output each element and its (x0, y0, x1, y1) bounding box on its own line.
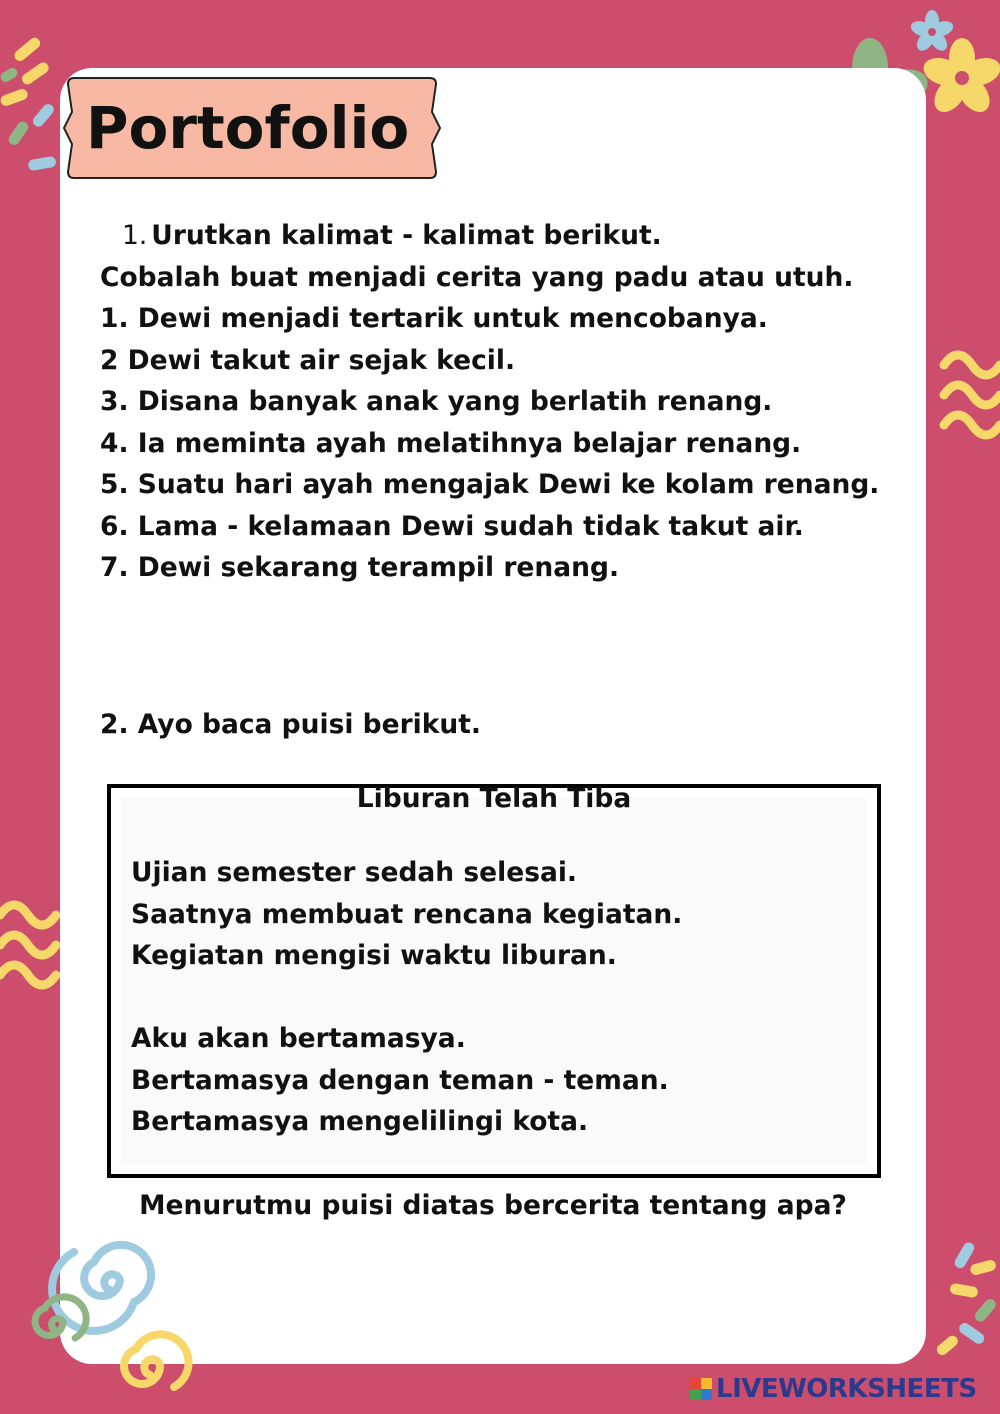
sentence-line: 2 Dewi takut air sejak kecil. (100, 344, 516, 376)
section-1-instruction: Urutkan kalimat - kalimat berikut. (151, 220, 662, 251)
section-1 (100, 215, 900, 589)
poem-box (107, 784, 881, 1178)
sentence-line: 5. Suatu hari ayah mengajak Dewi ke kolam renang. (100, 469, 880, 500)
liveworksheets-brand (690, 1374, 977, 1404)
section-1-heading (100, 215, 900, 257)
question-number: 1. (122, 220, 148, 251)
poem-line: Bertamasya mengelilingi kota. (131, 1106, 589, 1137)
brand-name: LIVEWORKSHEETS (716, 1374, 977, 1404)
poem-title: Liburan Telah Tiba (356, 783, 632, 814)
sentence-line: 3. Disana banyak anak yang berlatih renang. (100, 386, 773, 417)
sentence-line: Cobalah buat menjadi cerita yang padu atau utuh. (100, 261, 854, 293)
squiggle-right-icon (944, 355, 1000, 435)
sentence-line: 7. Dewi sekarang terampil renang. (100, 552, 620, 583)
poem-line: Bertamasya dengan teman - teman. (131, 1064, 669, 1096)
sentence-line: 4. Ia meminta ayah melatihnya belajar renang. (100, 427, 802, 459)
confetti-bottom-right-icon (935, 1240, 998, 1357)
liveworksheets-logo-icon (690, 1378, 712, 1400)
poem-stanza-1 (131, 852, 851, 977)
page-title: Portofolio (86, 94, 410, 162)
sentence-line: 1. Dewi menjadi tertarik untuk mencobanya. (100, 303, 768, 334)
section-2-instruction: 2. Ayo baca puisi berikut. (100, 709, 481, 740)
poem-question: Menurutmu puisi diatas bercerita tentang apa? (139, 1190, 847, 1221)
poem-line: Aku akan bertamasya. (131, 1023, 466, 1054)
poem-stanza-2 (131, 1018, 851, 1143)
poem-inner (121, 783, 867, 1164)
confetti-top-left-icon (0, 36, 57, 172)
poem-line: Kegiatan mengisi waktu liburan. (131, 940, 617, 971)
sentence-line: 6. Lama - kelamaan Dewi sudah tidak takut air. (100, 510, 804, 542)
squiggle-left-icon (0, 905, 56, 985)
poem-line: Ujian semester sedah selesai. (131, 857, 577, 888)
poem-line: Saatnya membuat rencana kegiatan. (131, 898, 683, 930)
